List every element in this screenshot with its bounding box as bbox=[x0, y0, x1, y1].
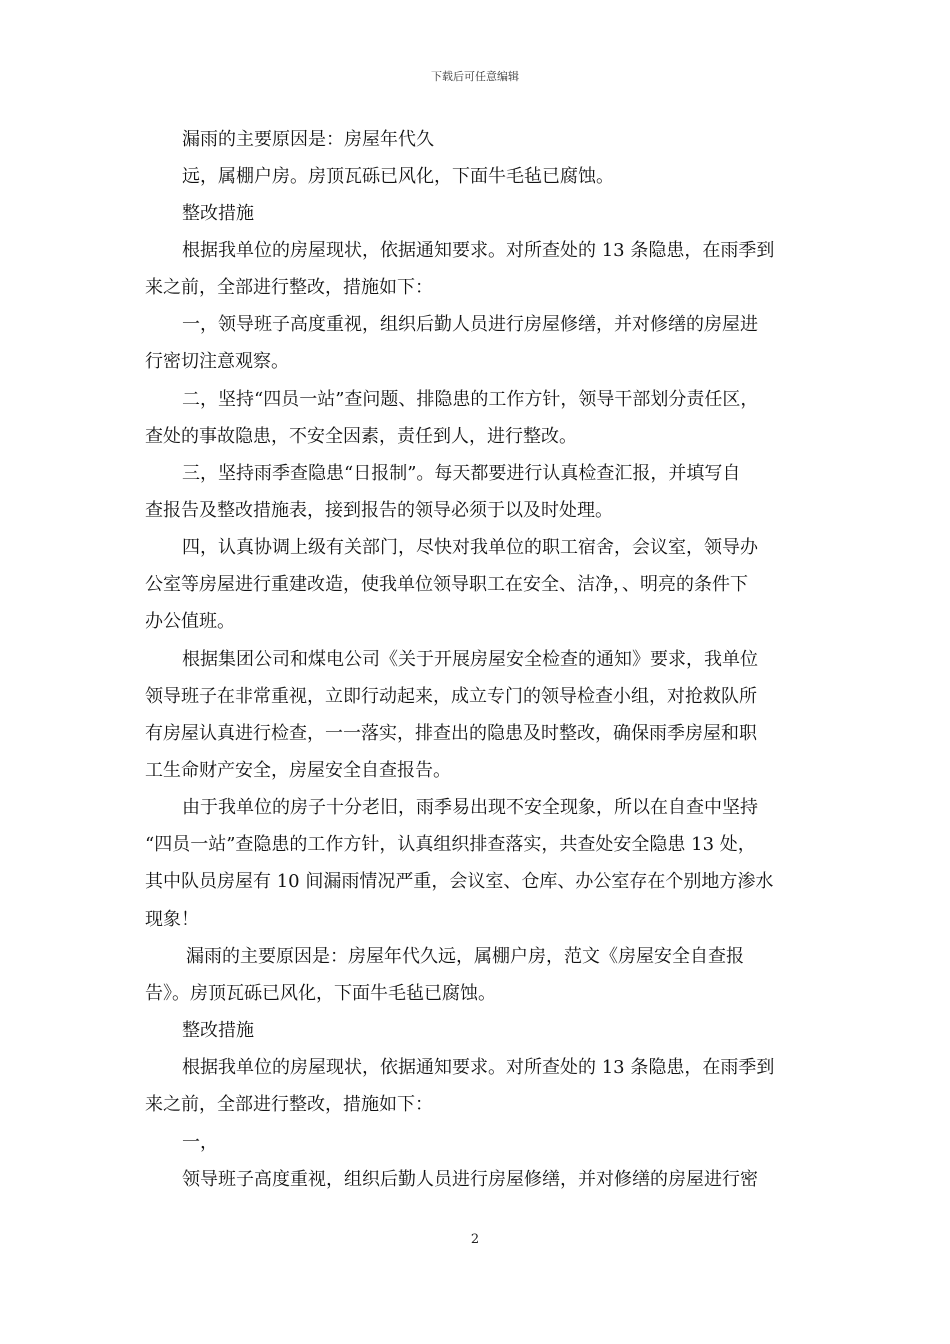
text-line: 根据我单位的房屋现状，依据通知要求。对所查处的 13 条隐患，在雨季到 bbox=[182, 240, 775, 261]
text-line: 领导班子在非常重视，立即行动起来，成立专门的领导检查小组，对抢救队所 bbox=[145, 686, 757, 707]
text-line: 整改措施 bbox=[182, 1020, 254, 1041]
text-line: 来之前，全部进行整改，措施如下： bbox=[145, 1094, 433, 1115]
text-line: “四员一站”查隐患的工作方针，认真组织排查落实，共查处安全隐患 13 处， bbox=[145, 834, 756, 855]
text-line: 根据集团公司和煤电公司《关于开展房屋安全检查的通知》要求，我单位 bbox=[182, 649, 758, 670]
text-line: 漏雨的主要原因是：房屋年代久远，属棚户房，范文《房屋安全自查报 bbox=[186, 946, 744, 967]
text-line: 公室等房屋进行重建改造，使我单位领导职工在安全、洁净，、明亮的条件下 bbox=[145, 574, 748, 595]
text-line: 三，坚持雨季查隐患“日报制”。每天都要进行认真检查汇报，并填写自 bbox=[182, 463, 741, 484]
text-line: 一， bbox=[182, 1132, 218, 1153]
text-line: 其中队员房屋有 10 间漏雨情况严重，会议室、仓库、办公室存在个别地方渗水 bbox=[145, 871, 774, 892]
text-line: 现象！ bbox=[145, 909, 199, 930]
text-line: 二，坚持“四员一站”查问题、排隐患的工作方针，领导干部划分责任区， bbox=[182, 389, 759, 410]
text-line: 领导班子高度重视，组织后勤人员进行房屋修缮，并对修缮的房屋进行密 bbox=[182, 1169, 758, 1190]
text-line: 工生命财产安全，房屋安全自查报告。 bbox=[145, 760, 451, 781]
text-line: 查处的事故隐患，不安全因素，责任到人，进行整改。 bbox=[145, 426, 577, 447]
text-line: 远，属棚户房。房顶瓦砾已风化，下面牛毛毡已腐蚀。 bbox=[182, 166, 614, 187]
page-header: 下载后可任意编辑 bbox=[431, 70, 519, 83]
text-line: 查报告及整改措施表，接到报告的领导必须于以及时处理。 bbox=[145, 500, 613, 521]
text-line: 漏雨的主要原因是：房屋年代久 bbox=[182, 129, 434, 150]
text-line: 告》。房顶瓦砾已风化，下面牛毛毡已腐蚀。 bbox=[145, 983, 496, 1004]
text-line: 行密切注意观察。 bbox=[145, 351, 289, 372]
text-line: 来之前，全部进行整改，措施如下： bbox=[145, 277, 433, 298]
text-line: 根据我单位的房屋现状，依据通知要求。对所查处的 13 条隐患，在雨季到 bbox=[182, 1057, 775, 1078]
text-line: 由于我单位的房子十分老旧，雨季易出现不安全现象，所以在自查中坚持 bbox=[182, 797, 758, 818]
text-line: 整改措施 bbox=[182, 203, 254, 224]
text-line: 办公值班。 bbox=[145, 611, 235, 632]
text-line: 四，认真协调上级有关部门，尽快对我单位的职工宿舍，会议室，领导办 bbox=[182, 537, 758, 558]
text-line: 有房屋认真进行检查，一一落实，排查出的隐患及时整改，确保雨季房屋和职 bbox=[145, 723, 757, 744]
page-number: 2 bbox=[470, 1232, 480, 1247]
text-line: 一，领导班子高度重视，组织后勤人员进行房屋修缮，并对修缮的房屋进 bbox=[182, 314, 758, 335]
